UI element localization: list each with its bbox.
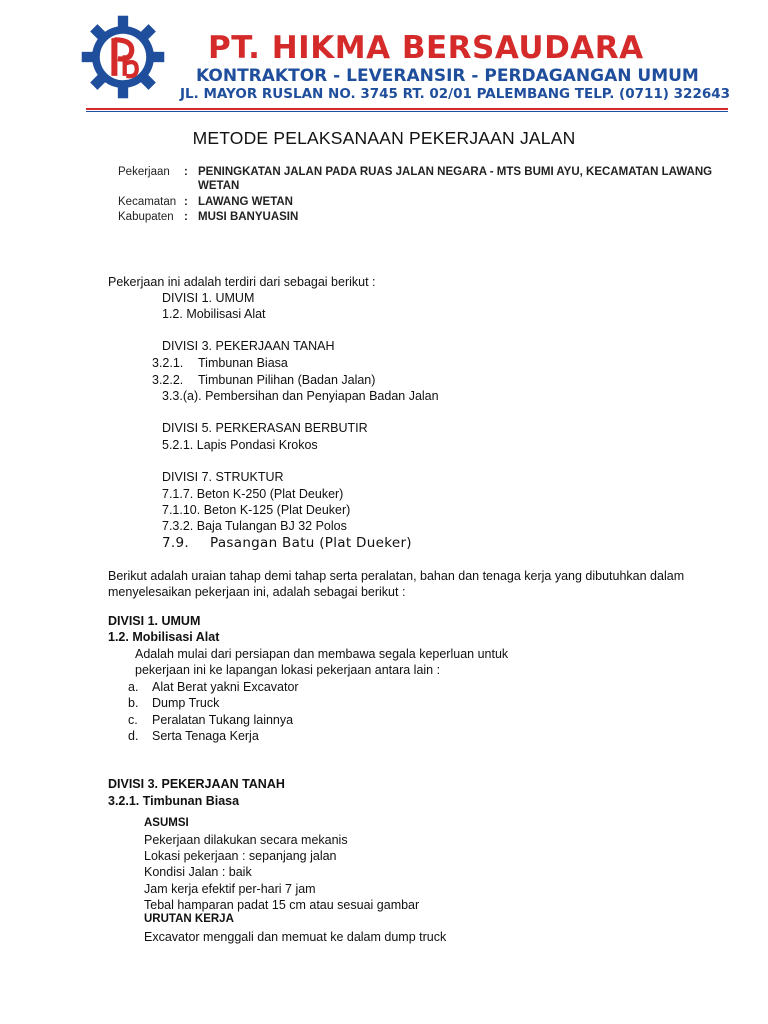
- scope-div1-item: 1.2. Mobilisasi Alat: [162, 307, 266, 321]
- company-logo-icon: [80, 14, 166, 100]
- urutan-kerja-label: URUTAN KERJA: [144, 913, 234, 925]
- description-line: menyelesaikan pekerjaan ini, adalah sebagai berikut :: [108, 585, 406, 599]
- list-item-marker: b.: [128, 696, 139, 710]
- scope-div7-item-no: 7.9.: [162, 535, 189, 551]
- asumsi-item: Tebal hamparan padat 15 cm atau sesuai gambar: [144, 898, 420, 912]
- asumsi-label: ASUMSI: [144, 817, 189, 829]
- scope-intro: Pekerjaan ini adalah terdiri dari sebagai berikut :: [108, 275, 376, 289]
- meta-label-pekerjaan: Pekerjaan: [118, 166, 170, 178]
- scope-div7-item: 7.3.2. Baja Tulangan BJ 32 Polos: [162, 519, 347, 533]
- company-name: PT. HIKMA BERSAUDARA: [208, 30, 644, 66]
- section1-paragraph: pekerjaan ini ke lapangan lokasi pekerjaan antara lain :: [135, 663, 441, 677]
- section1-heading: DIVISI 1. UMUM: [108, 614, 201, 628]
- asumsi-item: Jam kerja efektif per-hari 7 jam: [144, 882, 316, 896]
- section3-subheading: 3.2.1. Timbunan Biasa: [108, 794, 240, 808]
- meta-colon: :: [184, 196, 188, 208]
- scope-div1-title: DIVISI 1. UMUM: [162, 291, 255, 305]
- letterhead-divider: [86, 108, 728, 110]
- urutan-kerja-item: Excavator menggali dan memuat ke dalam dump truck: [144, 930, 447, 944]
- company-address: JL. MAYOR RUSLAN NO. 3745 RT. 02/01 PALEMBANG TELP. (0711) 322643: [180, 86, 731, 102]
- scope-div7-item: 7.1.7. Beton K-250 (Plat Deuker): [162, 487, 344, 501]
- list-item: Peralatan Tukang lainnya: [152, 713, 294, 727]
- meta-label-kecamatan: Kecamatan: [118, 196, 177, 208]
- scope-div3-item-no: 3.2.2.: [152, 373, 184, 387]
- scope-div5-item: 5.2.1. Lapis Pondasi Krokos: [162, 438, 318, 452]
- list-item: Serta Tenaga Kerja: [152, 729, 259, 743]
- section1-paragraph: Adalah mulai dari persiapan dan membawa segala keperluan untuk: [135, 647, 509, 661]
- scope-div7-item-text: Pasangan Batu (Plat Dueker): [210, 535, 412, 551]
- section3-heading: DIVISI 3. PEKERJAAN TANAH: [108, 777, 285, 791]
- meta-value-kabupaten: MUSI BANYUASIN: [198, 211, 299, 223]
- scope-div3-item: 3.3.(a). Pembersihan dan Penyiapan Badan Jalan: [162, 389, 439, 403]
- meta-value-pekerjaan-cont: WETAN: [198, 180, 240, 192]
- section1-subheading: 1.2. Mobilisasi Alat: [108, 630, 220, 644]
- list-item-marker: a.: [128, 680, 139, 694]
- scope-div3-item-text: Timbunan Biasa: [198, 356, 288, 370]
- company-tagline: KONTRAKTOR - LEVERANSIR - PERDAGANGAN UMUM: [196, 66, 699, 86]
- scope-div3-item-text: Timbunan Pilihan (Badan Jalan): [198, 373, 376, 387]
- scope-div7-item: 7.1.10. Beton K-125 (Plat Deuker): [162, 503, 351, 517]
- asumsi-item: Kondisi Jalan : baik: [144, 865, 252, 879]
- scope-div7-title: DIVISI 7. STRUKTUR: [162, 470, 284, 484]
- list-item: Dump Truck: [152, 696, 220, 710]
- meta-value-pekerjaan: PENINGKATAN JALAN PADA RUAS JALAN NEGARA - MTS BUMI AYU, KECAMATAN LAWANG: [198, 166, 713, 178]
- meta-value-kecamatan: LAWANG WETAN: [198, 196, 293, 208]
- list-item-marker: d.: [128, 729, 139, 743]
- description-line: Berikut adalah uraian tahap demi tahap serta peralatan, bahan dan tenaga kerja yang dibutuhkan dalam: [108, 569, 685, 583]
- scope-div3-title: DIVISI 3. PEKERJAAN TANAH: [162, 339, 335, 353]
- list-item-marker: c.: [128, 713, 138, 727]
- letterhead-divider-secondary: [86, 111, 728, 112]
- meta-label-kabupaten: Kabupaten: [118, 211, 174, 223]
- list-item: Alat Berat yakni Excavator: [152, 680, 299, 694]
- meta-colon: :: [184, 211, 188, 223]
- scope-div3-item-no: 3.2.1.: [152, 356, 184, 370]
- meta-colon: :: [184, 166, 188, 178]
- document-title: METODE PELAKSANAAN PEKERJAAN JALAN: [192, 128, 576, 148]
- asumsi-item: Lokasi pekerjaan : sepanjang jalan: [144, 849, 337, 863]
- asumsi-item: Pekerjaan dilakukan secara mekanis: [144, 833, 348, 847]
- scope-div5-title: DIVISI 5. PERKERASAN BERBUTIR: [162, 421, 368, 435]
